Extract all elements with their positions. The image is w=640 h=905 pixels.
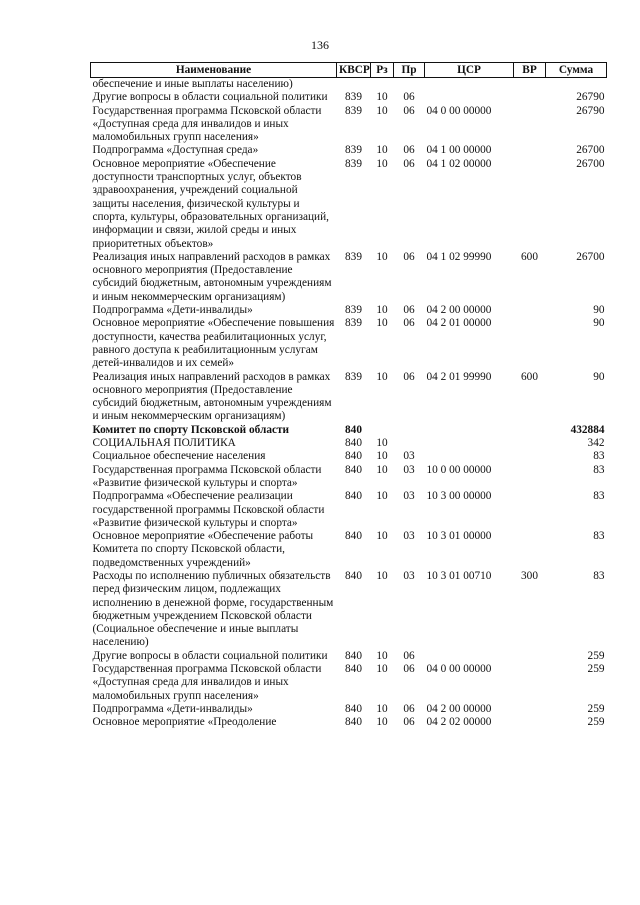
cell-vr: 600 (521, 370, 538, 383)
cell-sum: 83 (593, 490, 605, 503)
cell-vr (514, 530, 546, 570)
cell-sum: 83 (593, 530, 605, 543)
cell-vr (514, 304, 546, 317)
cell-kvsr: 840 (345, 663, 362, 676)
table-row (91, 437, 607, 450)
cell-pr: 03 (403, 490, 415, 503)
cell-pr: 06 (403, 663, 415, 676)
cell-name: Государственная программа Псковской области «Доступная среда для инвалидов и иных маломобильных групп населения» (92, 663, 322, 702)
table-body (91, 78, 607, 730)
cell-sum: 26700 (576, 144, 605, 157)
cell-rz: 10 (376, 437, 388, 450)
cell-pr: 06 (403, 317, 415, 330)
cell-sum: 83 (593, 463, 605, 476)
cell-pr (394, 78, 425, 92)
cell-sum: 90 (593, 304, 605, 317)
cell-pr (394, 424, 425, 437)
cell-csr (425, 91, 514, 104)
cell-sum: 26700 (576, 157, 605, 170)
table-row (91, 424, 607, 437)
cell-csr (425, 78, 514, 92)
cell-rz (371, 424, 394, 437)
cell-rz: 10 (376, 91, 388, 104)
cell-sum: 259 (587, 663, 605, 676)
table-header-row (91, 63, 607, 78)
cell-csr: 04 1 02 99990 (426, 250, 492, 263)
cell-rz: 10 (376, 530, 388, 543)
cell-vr (514, 437, 546, 450)
cell-sum: 432884 (570, 423, 605, 436)
cell-vr (514, 91, 546, 104)
header-kvsr: КВСР (337, 63, 371, 78)
cell-csr: 10 0 00 00000 (426, 463, 492, 476)
cell-kvsr: 839 (345, 250, 362, 263)
cell-vr (514, 703, 546, 716)
cell-csr (425, 437, 514, 450)
cell-vr (514, 78, 546, 92)
table-row (91, 78, 607, 92)
cell-csr: 04 0 00 00000 (426, 663, 492, 676)
cell-pr: 06 (403, 702, 415, 715)
cell-name: Основное мероприятие «Обеспечение повышения доступности, качества реабилитационных услуг, равного доступа к реабилитационным услугам детей-инвалидов и их семей» (92, 317, 335, 370)
cell-pr: 06 (403, 649, 415, 662)
cell-kvsr: 840 (345, 716, 362, 729)
cell-kvsr: 840 (345, 437, 362, 450)
cell-rz: 10 (376, 317, 388, 330)
table-row (91, 371, 607, 424)
cell-kvsr: 839 (345, 304, 362, 317)
table-row (91, 530, 607, 570)
cell-kvsr: 840 (345, 569, 362, 582)
table-row (91, 317, 607, 370)
cell-rz: 10 (376, 250, 388, 263)
cell-sum: 26790 (576, 91, 605, 104)
cell-kvsr: 840 (345, 423, 362, 436)
header-rz: Рз (371, 63, 394, 78)
header-sum: Сумма (546, 63, 607, 78)
cell-sum: 83 (593, 450, 605, 463)
cell-name: Государственная программа Псковской области «Доступная среда для инвалидов и иных маломобильных групп населения» (92, 104, 322, 144)
table-row (91, 304, 607, 317)
cell-csr: 04 2 02 00000 (426, 716, 492, 729)
table-row (91, 716, 607, 729)
cell-name: Подпрограмма «Обеспечение реализации государственной программы Псковской области «Развитие физической культуры и спорта» (92, 490, 325, 529)
cell-kvsr: 840 (345, 490, 362, 503)
cell-pr: 03 (403, 569, 415, 582)
cell-pr: 06 (403, 157, 415, 170)
cell-name: Социальное обеспечение населения (92, 450, 266, 463)
cell-pr: 03 (403, 450, 415, 463)
cell-rz: 10 (376, 663, 388, 676)
cell-sum: 259 (587, 649, 605, 662)
cell-sum: 90 (593, 317, 605, 330)
table-row (91, 158, 607, 251)
table-row (91, 570, 607, 650)
table-row (91, 450, 607, 463)
cell-pr: 03 (403, 530, 415, 543)
cell-rz: 10 (376, 702, 388, 715)
table-row (91, 650, 607, 663)
cell-rz: 10 (376, 450, 388, 463)
cell-rz: 10 (376, 104, 388, 117)
cell-rz: 10 (376, 490, 388, 503)
cell-pr: 06 (403, 144, 415, 157)
cell-kvsr: 840 (345, 702, 362, 715)
cell-csr: 10 3 00 00000 (426, 490, 492, 503)
cell-name: Основное мероприятие «Обеспечение работы Комитета по спорту Псковской области, подведомственных учреждений» (92, 530, 314, 569)
cell-vr (514, 424, 546, 437)
cell-rz: 10 (376, 157, 388, 170)
cell-vr: 600 (521, 250, 538, 263)
cell-kvsr: 840 (345, 530, 362, 543)
cell-kvsr: 840 (345, 649, 362, 662)
cell-csr: 10 3 01 00000 (426, 530, 492, 543)
cell-sum (546, 78, 607, 92)
cell-csr: 04 2 00 00000 (426, 702, 492, 715)
cell-kvsr: 839 (345, 144, 362, 157)
cell-vr (514, 464, 546, 491)
cell-sum: 259 (587, 702, 605, 715)
cell-name: Подпрограмма «Дети-инвалиды» (92, 702, 253, 715)
cell-vr (514, 663, 546, 703)
cell-csr: 04 1 00 00000 (426, 144, 492, 157)
cell-pr: 06 (403, 370, 415, 383)
cell-name: Другие вопросы в области социальной политики (92, 91, 328, 104)
cell-sum: 83 (593, 569, 605, 582)
cell-name: Государственная программа Псковской области «Развитие физической культуры и спорта» (92, 463, 322, 489)
cell-vr (514, 716, 546, 729)
cell-rz: 10 (376, 716, 388, 729)
cell-name: Реализация иных направлений расходов в рамках основного мероприятия (Предоставление субсидий бюджетным, автономным учреждениям и иным некоммерческим организациям) (92, 250, 332, 303)
cell-rz: 10 (376, 649, 388, 662)
cell-kvsr (337, 78, 371, 92)
cell-csr: 04 0 00 00000 (426, 104, 492, 117)
cell-name: Реализация иных направлений расходов в рамках основного мероприятия (Предоставление субсидий бюджетным, автономным учреждениям и иным некоммерческим организациям) (92, 370, 332, 423)
table-row (91, 144, 607, 157)
cell-pr: 06 (403, 304, 415, 317)
cell-kvsr: 839 (345, 370, 362, 383)
cell-csr (425, 450, 514, 463)
cell-pr: 06 (403, 250, 415, 263)
cell-name: Комитет по спорту Псковской области (92, 423, 290, 436)
cell-csr: 10 3 01 00710 (426, 569, 492, 582)
table-row (91, 91, 607, 104)
cell-pr: 06 (403, 104, 415, 117)
cell-rz (371, 78, 394, 92)
cell-rz: 10 (376, 144, 388, 157)
cell-csr: 04 2 01 00000 (426, 317, 492, 330)
cell-vr (514, 650, 546, 663)
cell-vr (514, 450, 546, 463)
cell-pr: 06 (403, 91, 415, 104)
cell-sum: 26790 (576, 104, 605, 117)
cell-csr: 04 2 00 00000 (426, 304, 492, 317)
cell-kvsr: 839 (345, 91, 362, 104)
budget-table (90, 62, 607, 730)
cell-csr (425, 650, 514, 663)
table-row (91, 105, 607, 145)
cell-sum: 90 (593, 370, 605, 383)
cell-vr (514, 144, 546, 157)
table-row (91, 703, 607, 716)
cell-pr: 03 (403, 463, 415, 476)
cell-kvsr: 840 (345, 463, 362, 476)
cell-name: Расходы по исполнению публичных обязательств перед физическим лицом, подлежащих исполнению в денежной форме, государственным бюджетным учреждением Псковской области (Социальное обеспечение и иные выплаты населению) (92, 569, 334, 649)
cell-pr: 06 (403, 716, 415, 729)
cell-name: Подпрограмма «Доступная среда» (92, 144, 259, 157)
table-row (91, 490, 607, 530)
header-name: Наименование (91, 63, 337, 78)
cell-vr (514, 105, 546, 145)
cell-kvsr: 839 (345, 157, 362, 170)
cell-name: обеспечение и иные выплаты населению) (92, 78, 293, 90)
cell-sum: 342 (587, 437, 605, 450)
cell-name: Основное мероприятие «Обеспечение доступности транспортных услуг, объектов здравоохранения, учреждений социальной защиты населения, физической культуры и спорта, культуры, образовательных организаций, информации и связи, жилой среды и иных приоритетных объектов» (92, 157, 329, 250)
cell-name: Основное мероприятие «Преодоление (92, 716, 277, 729)
table-row (91, 251, 607, 304)
cell-kvsr: 840 (345, 450, 362, 463)
cell-vr (514, 490, 546, 530)
cell-sum: 259 (587, 716, 605, 729)
cell-csr (425, 424, 514, 437)
cell-vr (514, 158, 546, 251)
header-pr: Пр (394, 63, 425, 78)
cell-csr: 04 1 02 00000 (426, 157, 492, 170)
header-vr: ВР (514, 63, 546, 78)
cell-rz: 10 (376, 304, 388, 317)
cell-name: Подпрограмма «Дети-инвалиды» (92, 304, 253, 317)
cell-kvsr: 839 (345, 317, 362, 330)
cell-csr: 04 2 01 99990 (426, 370, 492, 383)
cell-kvsr: 839 (345, 104, 362, 117)
table-row (91, 464, 607, 491)
cell-vr: 300 (521, 569, 538, 582)
cell-sum: 26700 (576, 250, 605, 263)
page-number: 136 (311, 38, 329, 52)
header-csr: ЦСР (425, 63, 514, 78)
table-row (91, 663, 607, 703)
cell-name: СОЦИАЛЬНАЯ ПОЛИТИКА (92, 437, 236, 450)
cell-vr (514, 317, 546, 370)
cell-rz: 10 (376, 569, 388, 582)
cell-name: Другие вопросы в области социальной политики (92, 649, 328, 662)
cell-rz: 10 (376, 370, 388, 383)
cell-rz: 10 (376, 463, 388, 476)
cell-pr (394, 437, 425, 450)
